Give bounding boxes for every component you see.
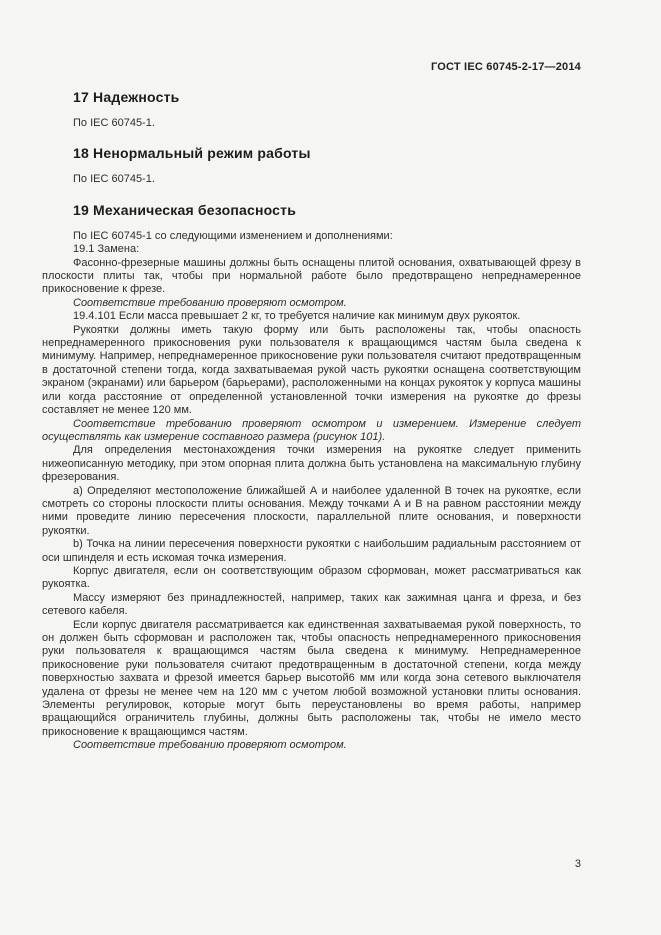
page-number: 3 [574,858,581,870]
paragraph: По IEC 60745-1. [73,117,155,129]
document-code-header: ГОСТ IEC 60745-2-17—2014 [430,61,581,73]
paragraph: Рукоятки должны иметь такую форму или быть расположены так, чтобы опасность непреднамеренного прикосновения руки пользователя к вращающимся частям была сведена к минимуму. Например, непреднамеренное прикосновение руки пользователя считают предотвращенным в достаточной степени тогда, когда захватываемая рукой часть рукоятки оснащена соответствующим экраном (экранами) или барьером (барьерами), расположенными на концах рукояток у корпуса машины или когда расстояние от определенной установленной точки измерения на рукоятке до фрезы составляет не менее 120 мм. [42,323,581,417]
compliance-note: Соответствие требованию проверяют осмотром. [73,739,347,752]
paragraph: Фасонно-фрезерные машины должны быть оснащены плитой основания, охватывающей фрезу в плоскости плиты так, чтобы при нормальной работе было предотвращено непреднамеренное прикосновение к фрезе. [42,256,581,296]
page-content [42,0,581,753]
compliance-note: Соответствие требованию проверяют осмотром. [73,296,347,309]
paragraph: Корпус двигателя, если он соответствующим образом сформован, может рассматриваться как рукоятка. [42,564,581,591]
paragraph: По IEC 60745-1. [73,173,155,186]
paragraph: Для определения местонахождения точки измерения на рукоятке следует применить нижеописанную методику, при этом опорная плита должна быть установлена на максимальную глубину фрезерования. [42,444,581,484]
paragraph-list-item-b: b) Точка на линии пересечения поверхности рукоятки с наибольшим радиальным расстоянием от оси шпинделя и есть искомая точка измерения. [42,538,581,564]
paragraph: Массу измеряют без принадлежностей, например, таких как зажимная цанга и фреза, и без сетевого кабеля. [42,591,581,618]
section-heading-18: 18 Ненормальный режим работы [73,145,311,162]
paragraph: По IEC 60745-1 со следующими изменением и дополнениями: [73,229,393,242]
paragraph: 19.4.101 Если масса превышает 2 кг, то требуется наличие как минимум двух рукояток. [73,310,521,323]
paragraph: Если корпус двигателя рассматривается как единственная захватываемая рукой поверхность, то он должен быть сформован и расположен так, чтобы опасность непреднамеренного прикосновения руки пользователя к вращающимся частям была сведена к минимуму. Непреднамеренное прикосновение руки пользователя считают предотвращенным в достаточной степени, когда между поверхностью захвата и фрезой имеется барьер высотой6 мм или когда зона сетевого выключателя удалена от фрезы не менее чем на 120 мм с учетом любой возможной установки плиты основания. Элементы регулировок, которые могут быть переустановлены во время работы, например вращающийся ограничитель глубины, должны быть расположены так, чтобы не имело место прикосновение к вращающимся частям. [42,618,581,738]
section-heading-17: 17 Надежность [73,89,180,105]
paragraph: 19.1 Замена: [73,243,140,256]
paragraph-list-item-a: a) Определяют местоположение ближайшей А и наиболее удаленной В точек на рукоятке, если смотреть со стороны плоскости плиты основания. Между точками А и В на равном расстоянии между ними проведите линию пересечения плоскости, параллельной плите основания, и поверхности рукоятки. [42,484,581,537]
section-heading-19: 19 Механическая безопасность [73,201,297,218]
compliance-note: Соответствие требованию проверяют осмотром и измерением. Измерение следует осуществлять как измерение составного размера (рисунок 101). [42,417,581,443]
